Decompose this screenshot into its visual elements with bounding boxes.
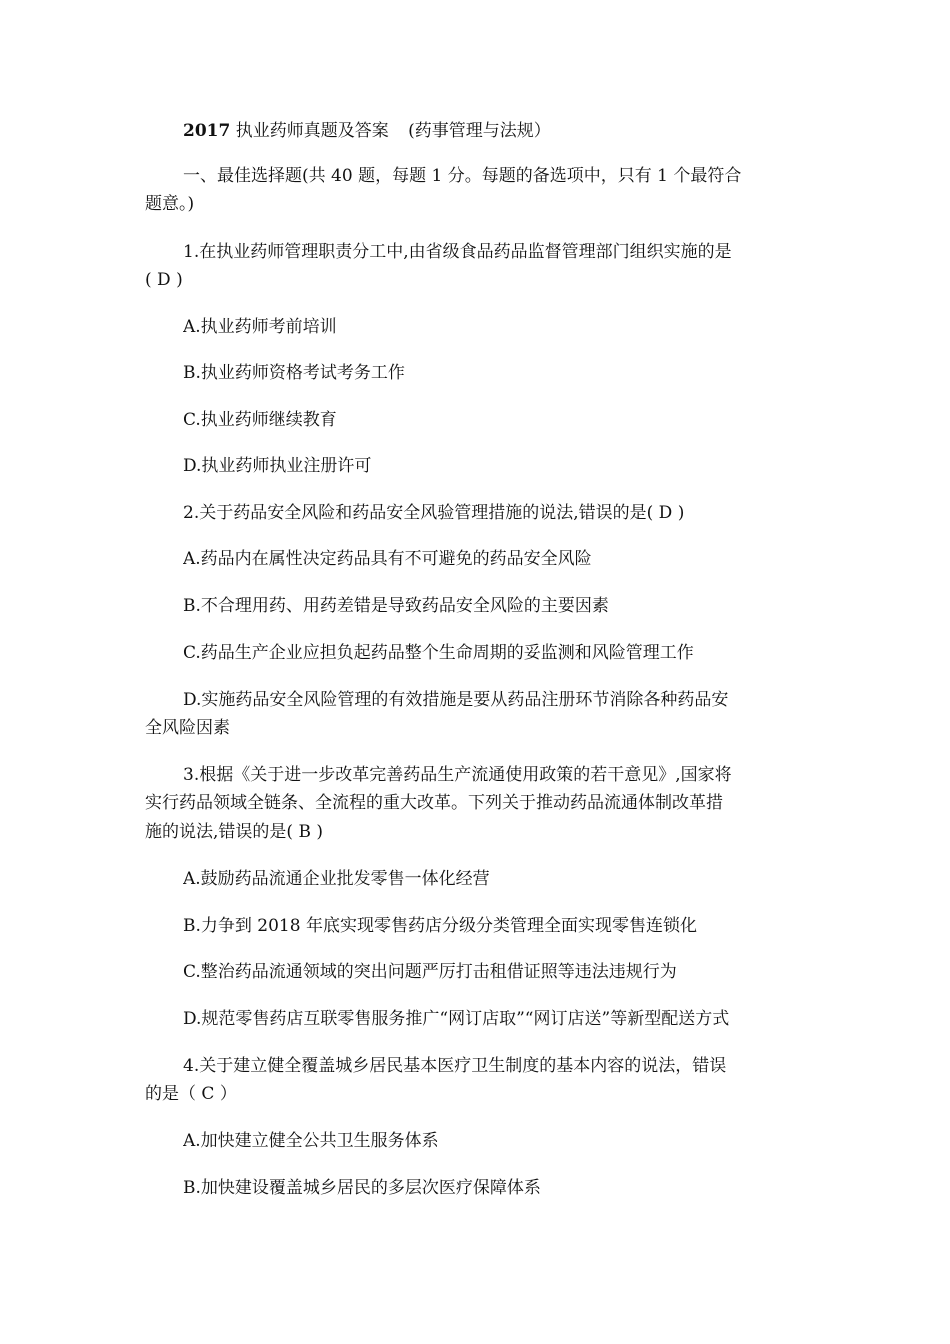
- question-1-option-b: B.执业药师资格考试考务工作: [183, 363, 405, 383]
- section-heading-line2: 题意。): [145, 194, 195, 214]
- question-2-option-b: B.不合理用药、用药差错是导致药品安全风险的主要因素: [183, 596, 609, 616]
- question-4-option-b: B.加快建设覆盖城乡居民的多层次医疗保障体系: [183, 1178, 541, 1198]
- question-3-stem-line1: 3.根据《关于进一步改革完善药品生产流通使用政策的若干意见》,国家将: [183, 765, 732, 785]
- question-3-stem-line2: 实行药品领域全链条、全流程的重大改革。下列关于推动药品流通体制改革措: [145, 793, 723, 813]
- question-3-option-d: D.规范零售药店互联零售服务推广“网订店取”“网订店送”等新型配送方式: [183, 1009, 730, 1029]
- question-2-option-a: A.药品内在属性决定药品具有不可避免的药品安全风险: [183, 549, 592, 569]
- question-1-option-a: A.执业药师考前培训: [183, 317, 337, 337]
- question-2-option-d: D.实施药品安全风险管理的有效措施是要从药品注册环节消除各种药品安: [183, 690, 729, 710]
- title-year: 2017: [183, 121, 231, 141]
- question-2-stem-line1: 2.关于药品安全风险和药品安全风验管理措施的说法,错误的是( D ): [183, 503, 685, 523]
- question-4-stem-line1: 4.关于建立健全覆盖城乡居民基本医疗卫生制度的基本内容的说法，错误: [183, 1056, 727, 1076]
- question-4-option-a: A.加快建立健全公共卫生服务体系: [183, 1131, 439, 1151]
- question-1-stem-line1: 1.在执业药师管理职责分工中,由省级食品药品监督管理部门组织实施的是: [183, 242, 732, 262]
- question-1-option-c: C.执业药师继续教育: [183, 410, 337, 430]
- question-1-option-d: D.执业药师执业注册许可: [183, 456, 372, 476]
- title-text: 执业药师真题及答案: [235, 121, 389, 141]
- question-2-option-d-line2: 全风险因素: [145, 718, 230, 738]
- question-2-option-c: C.药品生产企业应担负起药品整个生命周期的妥监测和风险管理工作: [183, 643, 694, 663]
- section-heading-line1: 一、最佳选择题(共 40 题，每题 1 分。每题的备选项中，只有 1 个最符合: [183, 166, 742, 186]
- question-3-option-b: B.力争到 2018 年底实现零售药店分级分类管理全面实现零售连锁化: [183, 916, 697, 936]
- question-3-option-c: C.整治药品流通领域的突出问题严厉打击租借证照等违法违规行为: [183, 962, 677, 982]
- title-subject: (药事管理与法规）: [408, 121, 551, 141]
- question-3-stem-line3: 施的说法,错误的是( B ): [145, 822, 323, 842]
- question-1-stem-line2: ( D ): [145, 270, 183, 290]
- document-title: [183, 116, 795, 146]
- question-3-option-a: A.鼓励药品流通企业批发零售一体化经营: [183, 869, 490, 889]
- question-4-stem-line2: 的是（ C ）: [145, 1084, 237, 1104]
